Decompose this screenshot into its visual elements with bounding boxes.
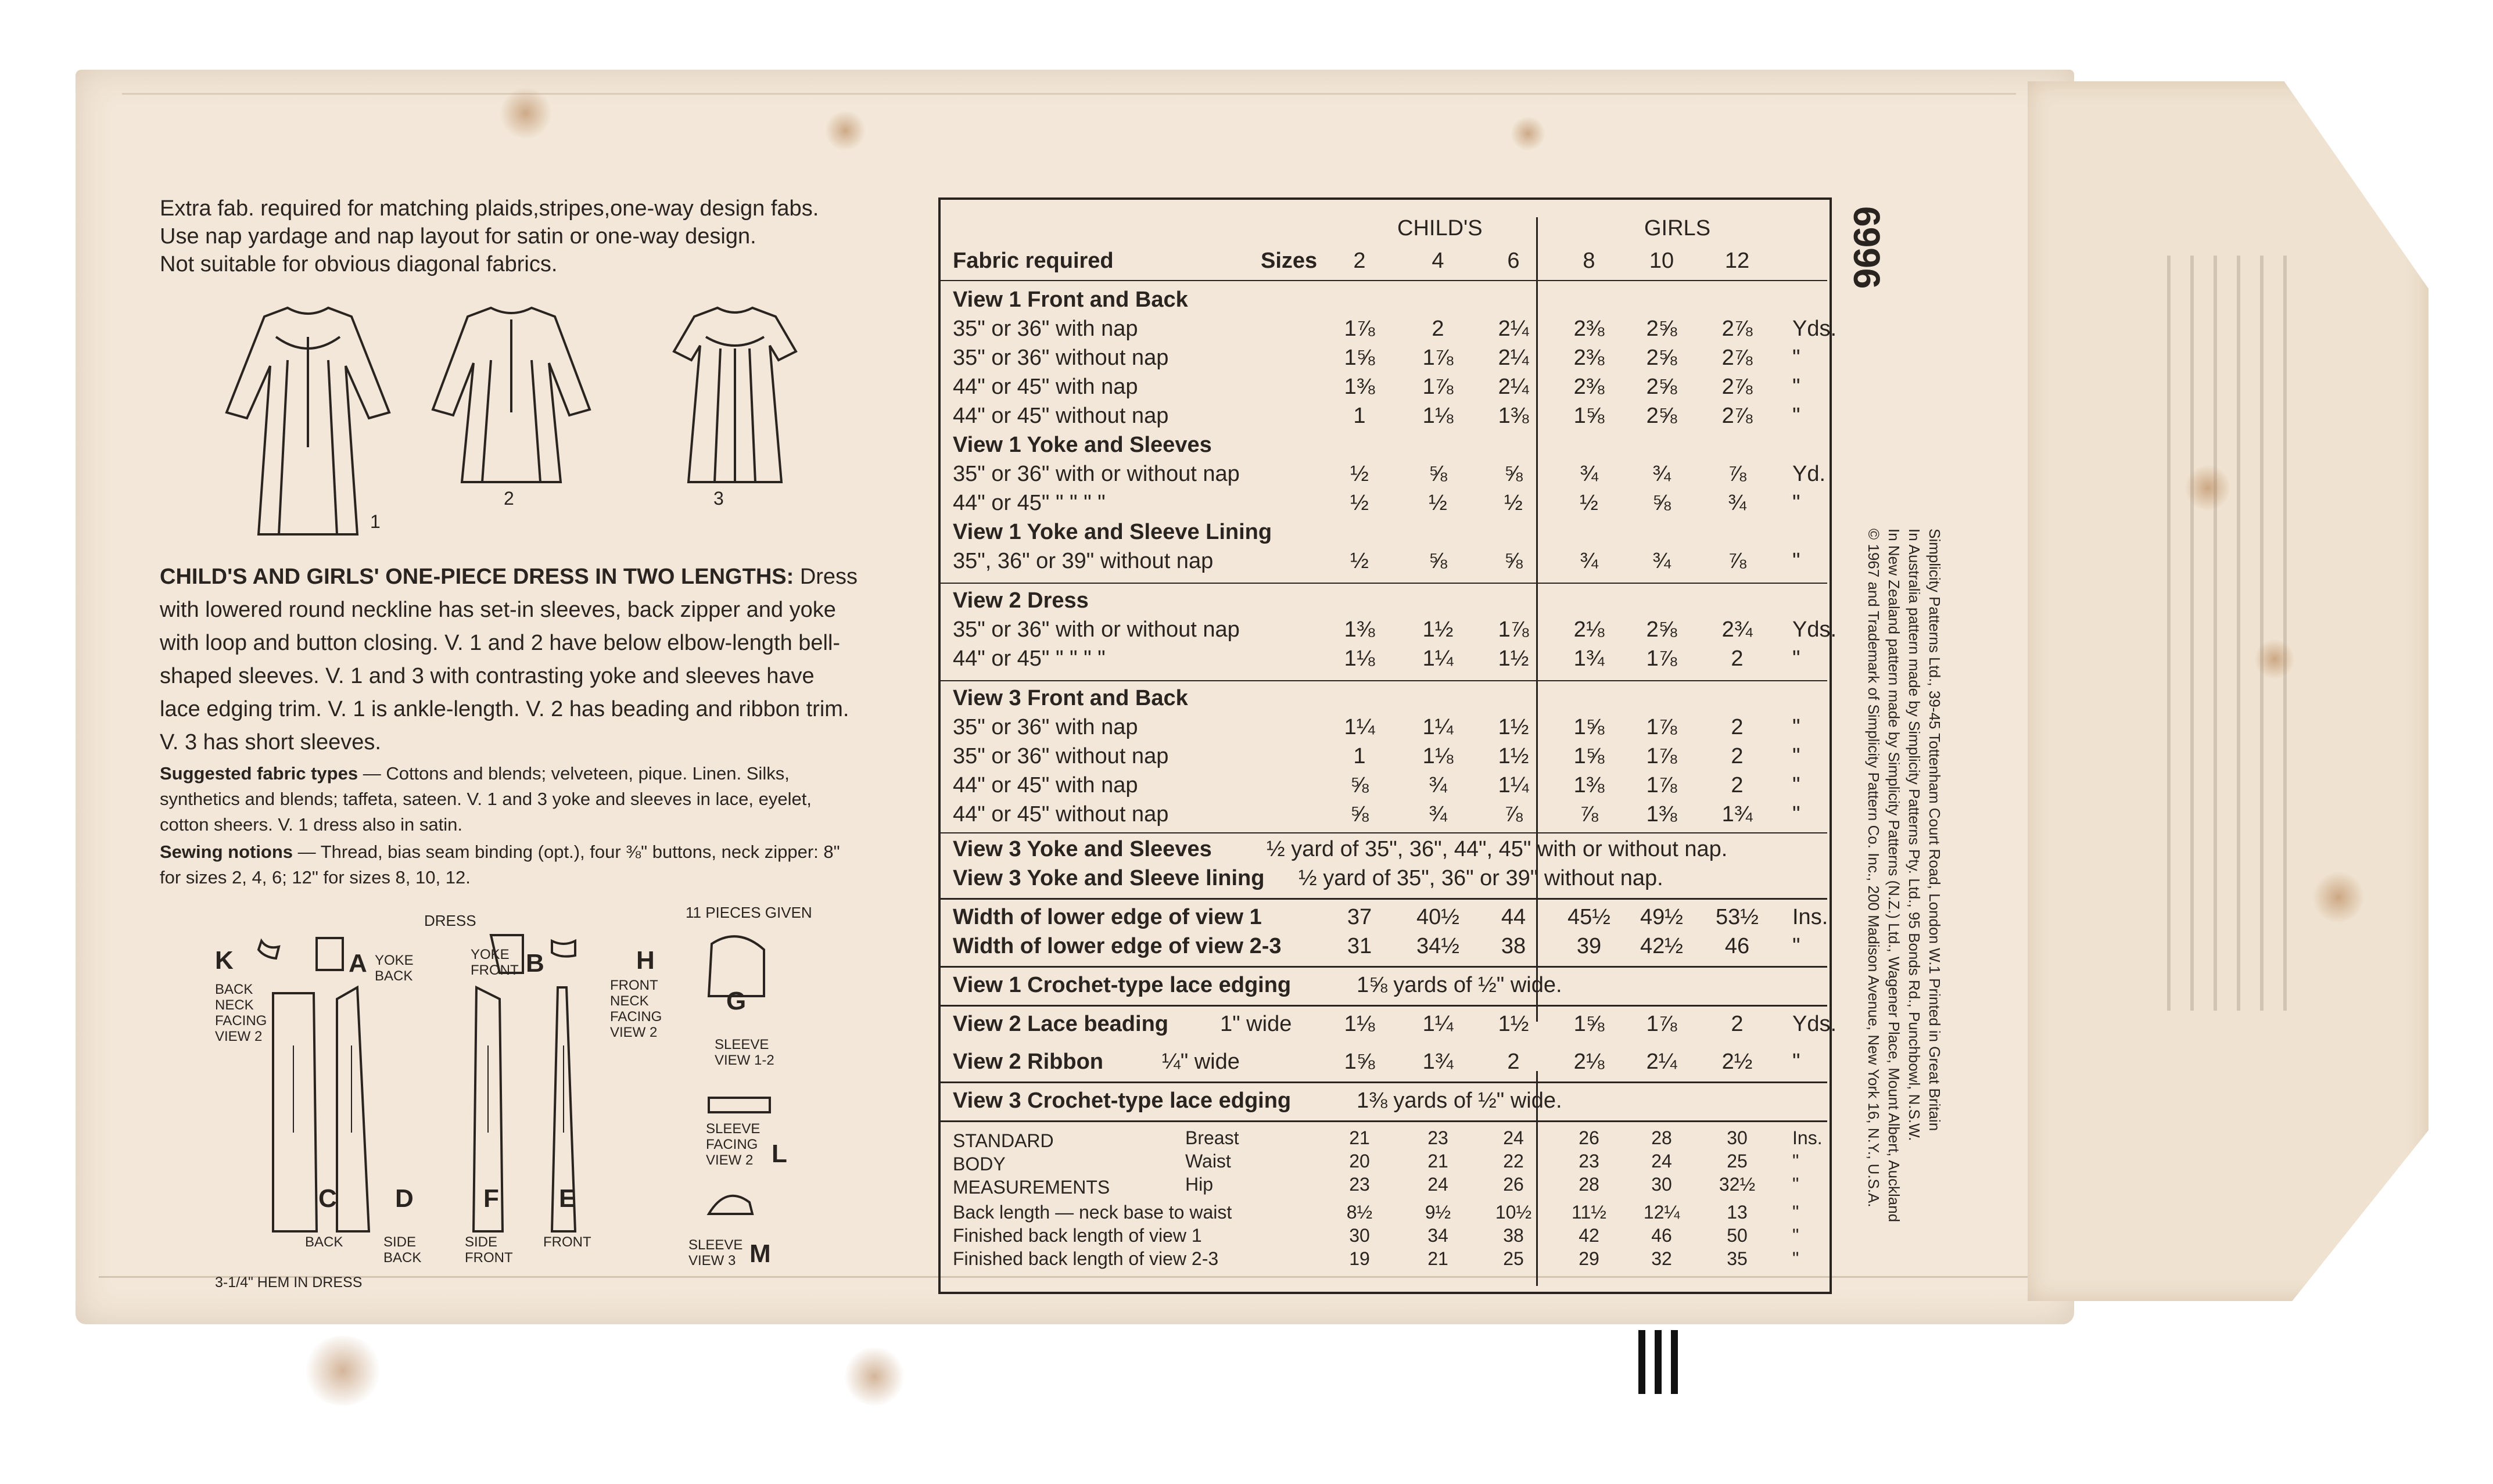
yardage-value: 1⅞: [1646, 646, 1677, 671]
yardage-value: ⅝: [1429, 462, 1447, 486]
yardage-value: 1⅝: [1344, 1050, 1375, 1074]
measurement-value: 32: [1651, 1248, 1672, 1269]
pieces-given: 11 PIECES GIVEN: [686, 904, 812, 921]
size-header: 12: [1724, 249, 1750, 273]
yardage-value: 1½: [1498, 744, 1529, 768]
measurement-value: 9½: [1425, 1202, 1451, 1223]
unit-label: ": [1792, 1248, 1799, 1269]
yardage-value: ½: [1350, 462, 1369, 486]
yardage-value: 37: [1347, 905, 1372, 929]
yardage-value: ½: [1429, 491, 1447, 515]
section-heading: View 3 Front and Back: [953, 686, 1188, 710]
yardage-value: ⅝: [1652, 491, 1671, 515]
stain: [2312, 871, 2365, 924]
yardage-value: 1¼: [1422, 646, 1454, 671]
measurement-value: 13: [1727, 1202, 1748, 1223]
pattern-number: 6996: [1846, 206, 1888, 289]
yardage-value: 1¾: [1573, 646, 1605, 671]
yardage-value: 1½: [1498, 646, 1529, 671]
section-heading: View 3 Yoke and Sleeve lining: [953, 866, 1265, 890]
fabric-notes: Extra fab. required for matching plaids,stripes,one-way design fabs. Use nap yardage and nap layout for satin or one-way design. Not suitable for obvious diagonal fabrics.: [160, 196, 819, 276]
measurement-value: 29: [1579, 1248, 1599, 1269]
yardage-value: 39: [1576, 934, 1602, 958]
yardage-value: 1¾: [1721, 802, 1753, 827]
yardage-value: 2⅝: [1646, 317, 1677, 341]
measurement-value: 42: [1579, 1225, 1599, 1246]
measurement-value: 22: [1503, 1151, 1524, 1172]
row-label: View 2 Lace beading: [953, 1012, 1169, 1036]
pattern-pieces-diagram: [203, 929, 871, 1289]
measurement-value: 24: [1651, 1151, 1672, 1172]
yardage-value: 53½: [1716, 905, 1759, 929]
dress-view-1-illustration: [215, 296, 401, 540]
table-rule: [938, 680, 1827, 681]
body-label: BODY: [953, 1154, 1006, 1174]
piece-b-label: YOKE FRONT: [471, 947, 519, 978]
row-label: 44" or 45" " " " ": [953, 646, 1106, 671]
measurement-value: 38: [1503, 1225, 1524, 1246]
yardage-value: 1⅜: [1573, 773, 1605, 797]
piece-letter-m: M: [749, 1239, 771, 1268]
size-header: 8: [1583, 249, 1595, 273]
row-label: 35" or 36" with or without nap: [953, 617, 1240, 642]
measurement-value: 8½: [1346, 1202, 1373, 1223]
row-label: 35" or 36" without nap: [953, 346, 1169, 370]
yardage-value: 1½: [1422, 617, 1454, 642]
table-rule: [938, 280, 1827, 281]
piece-a-label: YOKE BACK: [375, 953, 414, 984]
yardage-value: ½: [1350, 549, 1369, 573]
body-label: STANDARD: [953, 1130, 1054, 1151]
yardage-value: ½: [1580, 491, 1598, 515]
unit-label: Ins.: [1792, 1127, 1823, 1148]
yardage-value: 1⅜: [1498, 404, 1529, 428]
fabric-required-header: Fabric required: [953, 249, 1114, 273]
yardage-value: ¾: [1580, 462, 1598, 486]
yardage-value: 1⅞: [1646, 773, 1677, 797]
row-label: 44" or 45" without nap: [953, 404, 1169, 428]
table-rule: [938, 966, 1827, 968]
table-rule: [938, 898, 1827, 900]
row-label: 35" or 36" with or without nap: [953, 462, 1240, 486]
view-number: 3: [713, 488, 724, 509]
yardage-value: 2⅛: [1573, 1050, 1605, 1074]
yardage-value: 1⅛: [1422, 404, 1454, 428]
row-label: ½ yard of 35", 36", 44", 45" with or without nap.: [1267, 837, 1728, 861]
fabric-types: Suggested fabric types — Cottons and blends; velveteen, pique. Linen. Silks, synthetics and blends; taffeta, sateen. V. 1 and 3 yoke and sleeves in lace, eyelet, cotton sheers. V. 1 dress also in satin.: [160, 763, 812, 835]
row-label: 44" or 45" " " " ": [953, 491, 1106, 515]
measurement-value: 35: [1727, 1248, 1748, 1269]
yardage-value: 46: [1724, 934, 1750, 958]
piece-f-label: SIDE FRONT: [465, 1234, 513, 1266]
size-header: 4: [1432, 249, 1444, 273]
piece-letter-b: B: [526, 949, 544, 978]
measurement-value: 24: [1503, 1127, 1524, 1148]
measurement-value: 26: [1503, 1174, 1524, 1195]
dress-heading: DRESS: [424, 912, 476, 929]
row-label: 1⅜ yards of ½" wide.: [1357, 1088, 1562, 1113]
stain: [2184, 465, 2231, 511]
row-label: 35" or 36" with nap: [953, 317, 1138, 341]
stain: [825, 110, 866, 151]
yardage-value: 2⅜: [1573, 317, 1605, 341]
yardage-value: 2¼: [1498, 317, 1529, 341]
yardage-value: 2⅝: [1646, 375, 1677, 399]
piece-letter-l: L: [772, 1140, 787, 1168]
yardage-value: 1⅛: [1344, 1012, 1375, 1036]
measurement-label: Back length — neck base to waist: [953, 1202, 1232, 1223]
yardage-value: 1⅝: [1573, 404, 1605, 428]
row-label: View 1 Crochet-type lace edging: [953, 973, 1292, 997]
yardage-value: 2⅜: [1573, 346, 1605, 370]
hem-note: 3-1/4" HEM IN DRESS: [215, 1274, 363, 1291]
unit-label: ": [1792, 715, 1800, 739]
section-heading: View 1 Yoke and Sleeve Lining: [953, 520, 1272, 544]
yardage-value: 2: [1731, 1012, 1744, 1036]
yardage-value: 1⅜: [1344, 617, 1375, 642]
measurement-value: 50: [1727, 1225, 1748, 1246]
table-rule: [938, 1005, 1827, 1007]
yardage-value: ⅝: [1504, 549, 1523, 573]
piece-g-label: SLEEVE VIEW 1-2: [715, 1037, 774, 1068]
table-rule: [938, 832, 1827, 833]
yardage-value: 1: [1353, 404, 1366, 428]
unit-label: ": [1792, 1202, 1799, 1223]
row-label: 44" or 45" with nap: [953, 773, 1138, 797]
yardage-value: 2: [1731, 744, 1744, 768]
body-label: MEASUREMENTS: [953, 1177, 1110, 1198]
yardage-value: 42½: [1640, 934, 1683, 958]
yardage-value: 1⅞: [1422, 346, 1454, 370]
row-label: View 2 Ribbon: [953, 1050, 1104, 1074]
piece-letter-k: K: [215, 946, 234, 975]
yardage-value: 2⅞: [1721, 375, 1753, 399]
yardage-value: 1⅝: [1573, 715, 1605, 739]
unit-label: ": [1792, 1225, 1799, 1246]
yardage-value: 2¼: [1498, 375, 1529, 399]
yardage-value: ¾: [1580, 549, 1598, 573]
unit-label: ": [1792, 646, 1800, 671]
yardage-value: 1⅜: [1646, 802, 1677, 827]
pattern-description: CHILD'S AND GIRLS' ONE-PIECE DRESS IN TWO LENGTHS: Dress with lowered round neckline has set-in sleeves, back zipper and yoke with loop and button closing. V. 1 and 2 have below elbow-length bell-shaped sleeves. V. 1 and 3 with contrasting yoke and sleeves have lace edging trim. V. 1 is ankle-length. V. 2 has beading and ribbon trim. V. 3 has short sleeves.: [160, 565, 858, 754]
yardage-value: 34½: [1416, 934, 1459, 958]
row-label: Width of lower edge of view 1: [953, 905, 1262, 929]
unit-label: ": [1792, 491, 1800, 515]
fold-line: [122, 93, 2016, 95]
measurement-value: 20: [1349, 1151, 1370, 1172]
yardage-value: ¾: [1429, 773, 1447, 797]
yardage-value: 2: [1507, 1050, 1520, 1074]
measurement-value: 21: [1349, 1127, 1370, 1148]
measurement-value: 28: [1579, 1174, 1599, 1195]
unit-label: ": [1792, 1050, 1800, 1074]
section-heading: View 1 Yoke and Sleeves: [953, 433, 1212, 457]
measurement-value: 30: [1727, 1127, 1748, 1148]
yardage-value: 38: [1501, 934, 1526, 958]
yardage-value: 1¼: [1422, 1012, 1454, 1036]
yardage-value: 2⅝: [1646, 404, 1677, 428]
yardage-value: 2⅝: [1646, 617, 1677, 642]
measurement-value: 30: [1651, 1174, 1672, 1195]
yardage-value: 1½: [1498, 715, 1529, 739]
yardage-value: ⅞: [1728, 549, 1746, 573]
yardage-value: 1⅞: [1646, 1012, 1677, 1036]
unit-label: ": [1792, 934, 1800, 958]
measurement-value: 26: [1579, 1127, 1599, 1148]
yardage-value: 1¾: [1422, 1050, 1454, 1074]
girls-header: GIRLS: [1644, 216, 1711, 240]
stain: [2254, 639, 2295, 680]
yardage-value: 45½: [1567, 905, 1610, 929]
yardage-value: 2¾: [1721, 617, 1753, 642]
row-label: 1" wide: [1220, 1012, 1292, 1036]
yardage-value: 1⅞: [1646, 744, 1677, 768]
section-heading: View 1 Front and Back: [953, 288, 1188, 312]
measurement-value: 32½: [1719, 1174, 1756, 1195]
yardage-value: 2½: [1721, 1050, 1753, 1074]
yardage-value: ¾: [1652, 549, 1671, 573]
measurement-value: 11½: [1572, 1202, 1606, 1223]
row-label: 1⅝ yards of ½" wide.: [1357, 973, 1562, 997]
table-rule: [938, 583, 1827, 584]
measurement-value: 12¼: [1643, 1202, 1680, 1223]
yardage-value: 1⅞: [1344, 317, 1375, 341]
yardage-value: 31: [1347, 934, 1372, 958]
piece-letter-d: D: [395, 1184, 414, 1213]
print-mark: [1671, 1330, 1678, 1394]
yardage-value: 40½: [1416, 905, 1459, 929]
measurement-label: Waist: [1185, 1151, 1231, 1172]
row-label: 35", 36" or 39" without nap: [953, 549, 1214, 573]
measurement-label: Hip: [1185, 1174, 1214, 1195]
table-rule: [938, 1120, 1827, 1122]
piece-c-label: BACK: [305, 1234, 343, 1250]
unit-label: ": [1792, 404, 1800, 428]
yardage-value: ½: [1350, 491, 1369, 515]
view-number: 2: [504, 488, 514, 509]
yardage-value: ⅞: [1504, 802, 1523, 827]
unit-label: Yds.: [1792, 317, 1837, 341]
yardage-value: 1⅞: [1646, 715, 1677, 739]
yardage-value: 1⅞: [1422, 375, 1454, 399]
measurement-value: 21: [1427, 1248, 1448, 1269]
yardage-value: 1⅛: [1344, 646, 1375, 671]
unit-label: Ins.: [1792, 905, 1828, 929]
piece-letter-a: A: [349, 949, 367, 978]
piece-letter-f: F: [483, 1184, 499, 1213]
yardage-value: 1¼: [1344, 715, 1375, 739]
print-mark: [1638, 1330, 1645, 1394]
yardage-value: 49½: [1640, 905, 1683, 929]
unit-label: ": [1792, 346, 1800, 370]
yardage-value: 2⅝: [1646, 346, 1677, 370]
row-label: 44" or 45" without nap: [953, 802, 1169, 827]
piece-letter-e: E: [559, 1184, 576, 1213]
envelope-flap: [2028, 81, 2429, 1301]
unit-label: Yds.: [1792, 1012, 1837, 1036]
yardage-value: 1: [1353, 744, 1366, 768]
yardage-value: 1⅝: [1573, 744, 1605, 768]
yardage-value: ⅝: [1350, 802, 1369, 827]
yardage-value: 2¼: [1646, 1050, 1677, 1074]
piece-k-label: BACK NECK FACING VIEW 2: [215, 982, 267, 1044]
unit-label: Yds.: [1792, 617, 1837, 642]
yardage-value: 2: [1731, 646, 1744, 671]
measurement-value: 23: [1349, 1174, 1370, 1195]
measurement-value: 23: [1427, 1127, 1448, 1148]
stain: [1511, 116, 1545, 151]
unit-label: ": [1792, 744, 1800, 768]
yardage-value: 2: [1731, 715, 1744, 739]
unit-label: ": [1792, 1151, 1799, 1172]
yardage-value: 2¼: [1498, 346, 1529, 370]
size-header: 2: [1353, 249, 1366, 273]
dress-view-3-illustration: [665, 296, 805, 488]
yardage-value: 2⅛: [1573, 617, 1605, 642]
size-header: 10: [1649, 249, 1674, 273]
print-mark: [1655, 1330, 1662, 1394]
measurement-value: 46: [1651, 1225, 1672, 1246]
measurement-value: 25: [1503, 1248, 1524, 1269]
stain: [842, 1348, 906, 1406]
section-heading: View 3 Yoke and Sleeves: [953, 837, 1212, 861]
measurement-value: 19: [1349, 1248, 1370, 1269]
measurement-value: 30: [1349, 1225, 1370, 1246]
yardage-value: 1⅝: [1344, 346, 1375, 370]
yardage-value: ¾: [1429, 802, 1447, 827]
piece-m-label: SLEEVE VIEW 3: [688, 1237, 743, 1269]
piece-letter-h: H: [636, 946, 655, 975]
yardage-value: 2: [1432, 317, 1444, 341]
yardage-value: 44: [1501, 905, 1526, 929]
sewing-notions: Sewing notions — Thread, bias seam binding (opt.), four ⅜" buttons, neck zipper: 8" for sizes 2, 4, 6; 12" for sizes 8, 10, 12.: [160, 842, 840, 887]
measurement-value: 34: [1427, 1225, 1448, 1246]
row-label: Width of lower edge of view 2-3: [953, 934, 1282, 958]
view-number: 1: [370, 511, 381, 532]
piece-e-label: FRONT: [543, 1234, 591, 1250]
yardage-value: ¾: [1652, 462, 1671, 486]
stain: [302, 1336, 383, 1406]
measurement-value: 24: [1427, 1174, 1448, 1195]
yardage-value: ⅝: [1429, 549, 1447, 573]
yardage-value: 2⅞: [1721, 404, 1753, 428]
unit-label: ": [1792, 773, 1800, 797]
yardage-value: 2⅞: [1721, 317, 1753, 341]
row-label: ½ yard of 35", 36" or 39" without nap.: [1298, 866, 1663, 890]
row-label: 35" or 36" without nap: [953, 744, 1169, 768]
piece-letter-g: G: [726, 987, 747, 1015]
yardage-value: ½: [1504, 491, 1523, 515]
yardage-value: 1½: [1498, 1012, 1529, 1036]
measurement-label: Finished back length of view 1: [953, 1225, 1202, 1246]
row-label: 44" or 45" with nap: [953, 375, 1138, 399]
size-header: 6: [1507, 249, 1520, 273]
measurement-value: 21: [1427, 1151, 1448, 1172]
show-through-print: [2167, 256, 2295, 1011]
piece-letter-c: C: [318, 1184, 337, 1213]
measurement-value: 25: [1727, 1151, 1748, 1172]
unit-label: Yd.: [1792, 462, 1826, 486]
yardage-value: 2: [1731, 773, 1744, 797]
measurement-value: 23: [1579, 1151, 1599, 1172]
yardage-value: 2⅞: [1721, 346, 1753, 370]
unit-label: ": [1792, 375, 1800, 399]
yardage-value: 1¼: [1422, 715, 1454, 739]
unit-label: ": [1792, 549, 1800, 573]
measurement-label: Breast: [1185, 1127, 1239, 1148]
yardage-value: 1⅛: [1422, 744, 1454, 768]
yardage-value: ⅝: [1504, 462, 1523, 486]
yardage-value: 1¼: [1498, 773, 1529, 797]
section-heading: View 2 Dress: [953, 588, 1089, 613]
childs-header: CHILD'S: [1397, 216, 1483, 240]
yardage-value: ⅞: [1728, 462, 1746, 486]
stain: [500, 87, 552, 139]
yardage-value: ¾: [1728, 491, 1746, 515]
table-rule: [938, 1081, 1827, 1083]
unit-label: ": [1792, 1174, 1799, 1195]
measurement-label: Finished back length of view 2-3: [953, 1248, 1219, 1269]
unit-label: ": [1792, 802, 1800, 827]
piece-d-label: SIDE BACK: [383, 1234, 422, 1266]
measurement-value: 10½: [1495, 1202, 1532, 1223]
row-label: 35" or 36" with nap: [953, 715, 1138, 739]
yardage-value: 1⅜: [1344, 375, 1375, 399]
row-label: View 3 Crochet-type lace edging: [953, 1088, 1292, 1113]
piece-h-label: FRONT NECK FACING VIEW 2: [610, 978, 662, 1040]
yardage-value: 1⅝: [1573, 1012, 1605, 1036]
row-label: ¼" wide: [1162, 1050, 1240, 1074]
dress-view-2-illustration: [424, 296, 598, 488]
yardage-value: ⅞: [1580, 802, 1598, 827]
yardage-value: ⅝: [1350, 773, 1369, 797]
sizes-header: Sizes: [1261, 249, 1318, 273]
measurement-value: 28: [1651, 1127, 1672, 1148]
column-divider: [1536, 217, 1538, 1022]
yardage-value: 1⅞: [1498, 617, 1529, 642]
piece-l-label: SLEEVE FACING VIEW 2: [706, 1121, 761, 1168]
yardage-value: 2⅜: [1573, 375, 1605, 399]
